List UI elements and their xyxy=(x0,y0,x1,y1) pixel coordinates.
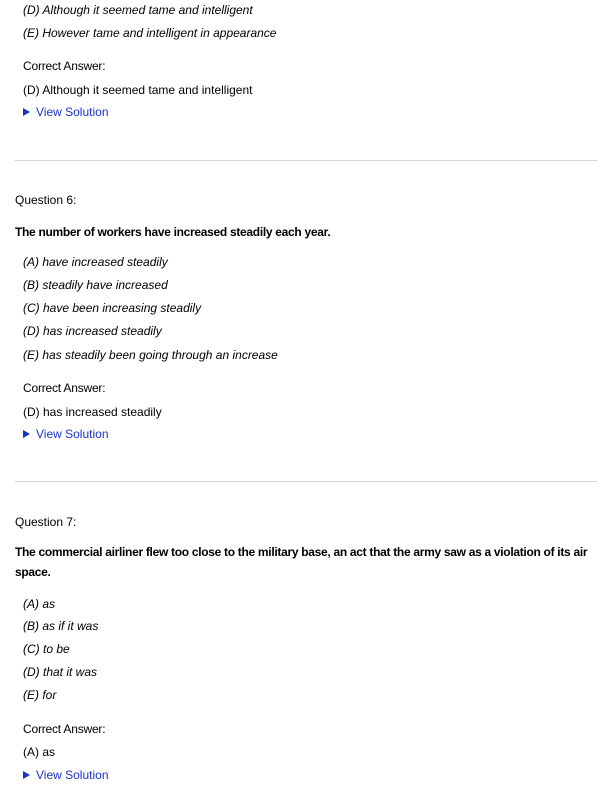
question-text: The commercial airliner flew too close to the military base, an act that the army saw as a violation of its air space. xyxy=(15,545,588,579)
section-divider xyxy=(15,160,597,161)
view-solution-link[interactable] xyxy=(23,768,109,783)
option-a: (A) have increased steadily xyxy=(23,255,168,269)
correct-answer-value: (A) as xyxy=(23,745,56,759)
correct-answer-label: Correct Answer: xyxy=(23,59,106,73)
question-title: Question 7: xyxy=(15,515,77,529)
option-d: (D) that it was xyxy=(23,665,98,679)
option-e: (E) for xyxy=(23,688,57,702)
view-solution-link[interactable] xyxy=(23,105,109,120)
correct-answer-value: (D) Although it seemed tame and intelligent xyxy=(23,83,253,97)
view-solution-link[interactable] xyxy=(23,427,109,442)
option-c: (C) have been increasing steadily xyxy=(23,301,202,315)
option-d: (D) Although it seemed tame and intelligent xyxy=(23,3,253,17)
option-e: (E) has steadily been going through an increase xyxy=(23,348,278,362)
question-text: The number of workers have increased steadily each year. xyxy=(15,225,331,239)
option-d: (D) has increased steadily xyxy=(23,324,162,338)
question-title: Question 6: xyxy=(15,193,77,207)
option-c: (C) to be xyxy=(23,642,70,656)
correct-answer-value: (D) has increased steadily xyxy=(23,405,162,419)
view-solution-label: View Solution xyxy=(36,105,109,119)
correct-answer-label: Correct Answer: xyxy=(23,722,106,736)
option-b: (B) steadily have increased xyxy=(23,278,168,292)
play-triangle-icon xyxy=(23,108,30,116)
play-triangle-icon xyxy=(23,430,30,438)
view-solution-label: View Solution xyxy=(36,768,109,782)
section-divider xyxy=(15,481,597,482)
view-solution-label: View Solution xyxy=(36,427,109,441)
option-e: (E) However tame and intelligent in appearance xyxy=(23,26,277,40)
option-b: (B) as if it was xyxy=(23,619,99,633)
correct-answer-label: Correct Answer: xyxy=(23,381,106,395)
play-triangle-icon xyxy=(23,771,30,779)
option-a: (A) as xyxy=(23,597,56,611)
